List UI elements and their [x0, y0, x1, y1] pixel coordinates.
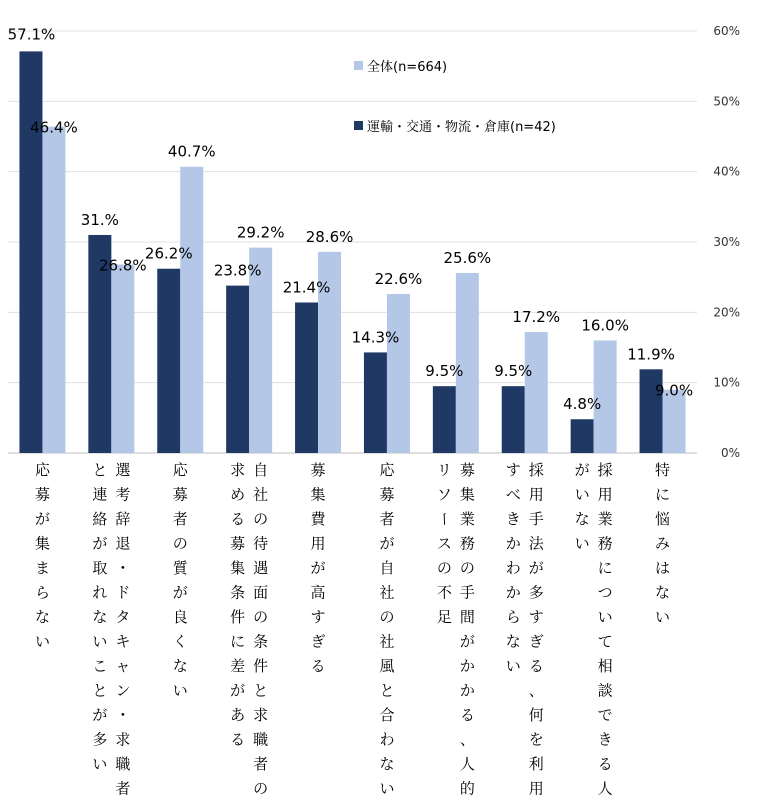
category-label	[92, 461, 107, 773]
category-label-char: 高	[310, 583, 326, 602]
category-label-char: ら	[34, 583, 50, 602]
category-label-char: 件	[253, 657, 269, 675]
category-label-char: 合	[379, 706, 395, 724]
category-label-char: と	[92, 461, 108, 479]
category-label-char: 費	[310, 510, 326, 528]
category-label	[460, 461, 475, 797]
category-label-char: か	[505, 534, 521, 553]
category-label-char: 退	[115, 534, 131, 553]
category-label-char: る	[528, 657, 544, 675]
category-label-char: わ	[379, 730, 395, 749]
category-label-char: い	[505, 657, 521, 675]
category-label-char: 不	[436, 583, 452, 602]
category-label-char: い	[92, 755, 108, 773]
category-label-char: 用	[310, 534, 326, 553]
category-label-char: 良	[172, 608, 188, 626]
category-label-char: つ	[597, 583, 613, 602]
bar-overall	[42, 127, 65, 453]
category-label-char: 求	[230, 461, 246, 479]
category-label-char: 辞	[115, 510, 131, 528]
category-label-char: き	[505, 510, 521, 528]
category-label-char: 選	[115, 461, 131, 479]
category-label-char: 業	[597, 510, 613, 528]
category-label-char: に	[597, 559, 613, 577]
value-label-transport: 21.4%	[282, 278, 331, 297]
category-label	[173, 461, 189, 700]
category-label-char: 、	[528, 681, 544, 700]
category-label-char: る	[310, 657, 326, 675]
category-label	[506, 461, 521, 675]
category-label-char: い	[655, 608, 671, 626]
category-label-char: 間	[459, 608, 475, 626]
category-label-char: 多	[528, 583, 544, 602]
category-label-char: 条	[253, 632, 269, 651]
category-label-char: な	[505, 632, 521, 651]
category-label-char: ・	[115, 706, 131, 724]
category-label-char: 取	[92, 559, 108, 577]
category-label-char: 考	[115, 485, 131, 504]
category-label-char: 務	[459, 534, 475, 553]
category-label-char: と	[253, 681, 269, 700]
category-label-char: を	[528, 730, 544, 749]
category-label-char: る	[230, 510, 246, 528]
category-label-char: す	[310, 608, 326, 626]
category-label-char: ー	[435, 511, 454, 527]
category-label-char: 法	[528, 534, 544, 553]
category-label-char: 用	[597, 485, 613, 504]
y-tick-label: 40%	[713, 164, 740, 179]
category-label-char: な	[34, 608, 50, 626]
legend-swatch	[354, 121, 363, 130]
category-label-char: の	[253, 779, 269, 797]
category-label-char: ぎ	[310, 632, 326, 651]
category-label-char: の	[172, 534, 188, 553]
category-label-char: 手	[459, 583, 475, 602]
category-label-char: 条	[230, 583, 246, 602]
category-label-char: 件	[230, 608, 246, 626]
y-tick-label: 20%	[713, 305, 740, 320]
category-label-char: 求	[253, 706, 269, 724]
category-label-char: 集	[230, 559, 246, 577]
category-label-char: 悩	[655, 510, 671, 528]
category-label-char: す	[528, 608, 544, 626]
category-label-char: る	[597, 755, 613, 773]
category-label-char: 応	[172, 461, 188, 479]
category-label-char: か	[459, 657, 475, 675]
category-label	[575, 461, 590, 553]
category-label-char: リ	[436, 461, 452, 479]
category-label-char: る	[230, 730, 246, 749]
value-label-transport: 31.%	[80, 210, 119, 229]
category-label-char: 連	[92, 485, 108, 504]
value-label-overall: 25.6%	[443, 248, 492, 267]
category-label-char: こ	[92, 657, 108, 675]
category-label-char: 自	[379, 559, 395, 577]
category-labels	[35, 461, 670, 797]
category-label-char: て	[597, 632, 613, 651]
category-label-char: 質	[172, 559, 188, 577]
category-label-char: 応	[34, 461, 50, 479]
category-label-char: 相	[597, 657, 613, 675]
category-label-char: な	[574, 510, 590, 528]
value-label-transport: 11.9%	[627, 345, 675, 364]
category-label-char: す	[505, 461, 521, 479]
value-label-overall: 17.2%	[512, 308, 561, 327]
category-label-char: の	[253, 510, 269, 528]
value-label-overall: 22.6%	[374, 270, 423, 289]
category-label-char: い	[172, 681, 188, 700]
category-label-char: に	[655, 485, 671, 504]
category-label-char: 者	[172, 510, 188, 528]
bar-transport	[502, 386, 525, 453]
category-label-char: か	[505, 583, 521, 602]
category-label-char: に	[230, 632, 246, 651]
bar-overall	[111, 265, 134, 453]
category-label-char: 社	[253, 485, 269, 504]
category-label-char: 絡	[92, 510, 108, 528]
category-label-char: 集	[34, 534, 50, 553]
y-tick-label: 0%	[720, 446, 740, 460]
category-label-char: 募	[172, 485, 188, 504]
category-label-char: 募	[230, 534, 246, 553]
category-label-char: 社	[379, 632, 395, 651]
category-label-char: の	[459, 559, 475, 577]
category-label-char: ぎ	[528, 632, 544, 651]
category-label-char: な	[655, 583, 671, 602]
category-label-char: ャ	[115, 657, 131, 675]
bar-transport	[226, 286, 249, 453]
category-label-char: き	[597, 730, 613, 749]
category-label-char: る	[459, 706, 475, 724]
category-label-char: と	[379, 681, 395, 700]
category-label-char: 集	[459, 485, 475, 504]
category-label-char: 採	[597, 461, 613, 479]
category-label-char: ソ	[436, 485, 452, 504]
category-label-char: が	[92, 534, 108, 553]
category-label-char: ド	[115, 583, 131, 602]
category-label-char: 利	[528, 755, 544, 773]
y-axis	[713, 24, 740, 460]
legend-swatch	[354, 61, 363, 70]
bar-transport	[433, 386, 456, 453]
category-label-char: 差	[230, 657, 246, 675]
category-label-char: 用	[528, 485, 544, 504]
category-label-char: は	[655, 559, 671, 577]
category-label-char: 採	[528, 461, 544, 479]
y-tick-label: 60%	[713, 24, 740, 38]
category-label-char: 足	[436, 608, 452, 626]
category-label-char: 面	[253, 583, 269, 602]
value-label-overall: 28.6%	[305, 227, 354, 246]
category-label-char: れ	[92, 583, 108, 602]
value-label-transport: 4.8%	[563, 395, 602, 414]
bar-transport	[295, 302, 318, 453]
category-label-char: 社	[379, 583, 395, 602]
category-label	[35, 461, 51, 651]
bar-transport	[19, 51, 42, 453]
category-label-char: あ	[230, 706, 246, 724]
y-tick-label: 10%	[713, 375, 740, 390]
y-tick-label: 50%	[713, 94, 740, 109]
category-label-char: 何	[528, 706, 544, 724]
value-label-overall: 46.4%	[30, 118, 78, 137]
value-label-transport: 9.5%	[494, 362, 533, 381]
category-label-char: 求	[115, 730, 131, 749]
category-label-char: な	[379, 755, 395, 773]
category-label-char: が	[172, 583, 188, 602]
category-label-char: な	[172, 657, 188, 675]
category-label-char: 務	[597, 534, 613, 553]
category-label-char: 集	[310, 485, 326, 504]
category-label-char: 手	[528, 510, 544, 528]
legend-label: 全体(n=664)	[367, 60, 448, 75]
category-label-char: い	[597, 608, 613, 626]
category-label-char: め	[230, 485, 246, 504]
value-label-overall: 40.7%	[167, 142, 216, 161]
category-label-char: が	[92, 706, 108, 724]
category-label-char: 募	[379, 485, 395, 504]
category-label-char: が	[528, 559, 544, 577]
category-label-char: 遇	[253, 559, 269, 577]
category-label-char: ま	[34, 559, 50, 577]
category-label-char: な	[92, 608, 108, 626]
y-tick-label: 30%	[713, 235, 740, 249]
category-label-char: の	[379, 608, 395, 626]
legend	[354, 59, 556, 135]
bar-overall	[387, 294, 410, 453]
category-label-char: く	[172, 632, 188, 651]
bars	[19, 51, 685, 453]
category-label-char: 者	[253, 755, 269, 773]
value-label-overall: 26.8%	[99, 256, 147, 275]
category-label	[311, 461, 327, 675]
category-label-char: ら	[505, 608, 521, 626]
category-label-char: の	[253, 608, 269, 626]
category-label	[379, 461, 395, 797]
category-label-char: の	[436, 559, 452, 577]
category-label-char: タ	[115, 608, 131, 626]
category-label-char: ス	[436, 534, 452, 553]
category-label	[598, 461, 613, 797]
category-label-char: 職	[115, 755, 131, 773]
category-label-char: と	[92, 681, 108, 700]
category-label-char: 募	[34, 485, 50, 504]
category-label	[230, 461, 245, 749]
bar-overall	[180, 167, 203, 453]
category-label-char: 用	[528, 779, 544, 797]
category-label-char: い	[34, 632, 50, 651]
category-label-char: が	[574, 461, 590, 479]
category-label-char: い	[92, 632, 108, 651]
category-label-char: 自	[253, 461, 269, 479]
category-label-char: が	[34, 510, 50, 528]
value-label-transport: 14.3%	[351, 328, 400, 347]
value-label-overall: 9.0%	[654, 381, 694, 400]
category-label-char: 多	[92, 730, 108, 749]
value-label-overall: 16.0%	[581, 316, 629, 335]
category-label-char: が	[310, 559, 326, 577]
category-label-char: 者	[379, 510, 395, 528]
bar-transport	[364, 352, 387, 453]
category-label	[529, 461, 545, 797]
category-label-char: が	[230, 681, 246, 700]
category-label-char: 職	[253, 730, 269, 749]
category-label-char: い	[574, 534, 590, 553]
category-label-char: ン	[115, 681, 131, 700]
category-label-char: 募	[459, 461, 475, 479]
category-label-char: が	[379, 534, 395, 553]
category-label-char: 募	[310, 461, 326, 479]
legend-label: 運輸・交通・物流・倉庫(n=42)	[367, 120, 556, 135]
category-label	[435, 461, 453, 626]
category-label-char: 特	[655, 461, 671, 479]
category-label	[115, 461, 131, 797]
category-label-char: 人	[597, 779, 613, 797]
category-label-char: 待	[253, 534, 269, 553]
category-label-char: い	[379, 779, 395, 797]
category-label-char: べ	[505, 485, 521, 504]
value-label-transport: 26.2%	[144, 244, 193, 263]
category-label-char: 業	[459, 510, 475, 528]
value-label-transport: 23.8%	[213, 261, 262, 280]
category-label	[655, 461, 670, 626]
bar-transport	[571, 419, 594, 453]
category-label-char: い	[574, 485, 590, 504]
category-label-char: 、	[459, 730, 475, 749]
value-label-overall: 29.2%	[236, 223, 285, 242]
category-label-char: 応	[379, 461, 395, 479]
value-label-transport: 9.5%	[425, 362, 464, 381]
category-label-char: か	[459, 681, 475, 700]
category-label-char: 風	[379, 657, 395, 675]
category-label-char: が	[459, 632, 475, 651]
category-label-char: で	[597, 706, 613, 724]
category-label	[253, 461, 268, 797]
category-label-char: み	[655, 534, 671, 553]
value-label-transport: 57.1%	[7, 25, 56, 44]
category-label-char: 談	[597, 681, 613, 700]
category-label-char: 人	[459, 755, 475, 773]
category-label-char: わ	[505, 559, 521, 577]
category-label-char: 者	[115, 779, 131, 797]
bar-overall	[525, 332, 548, 453]
category-label-char: キ	[115, 632, 131, 651]
bar-transport	[157, 269, 180, 453]
category-label-char: ・	[115, 559, 131, 577]
category-label-char: 的	[459, 779, 475, 797]
